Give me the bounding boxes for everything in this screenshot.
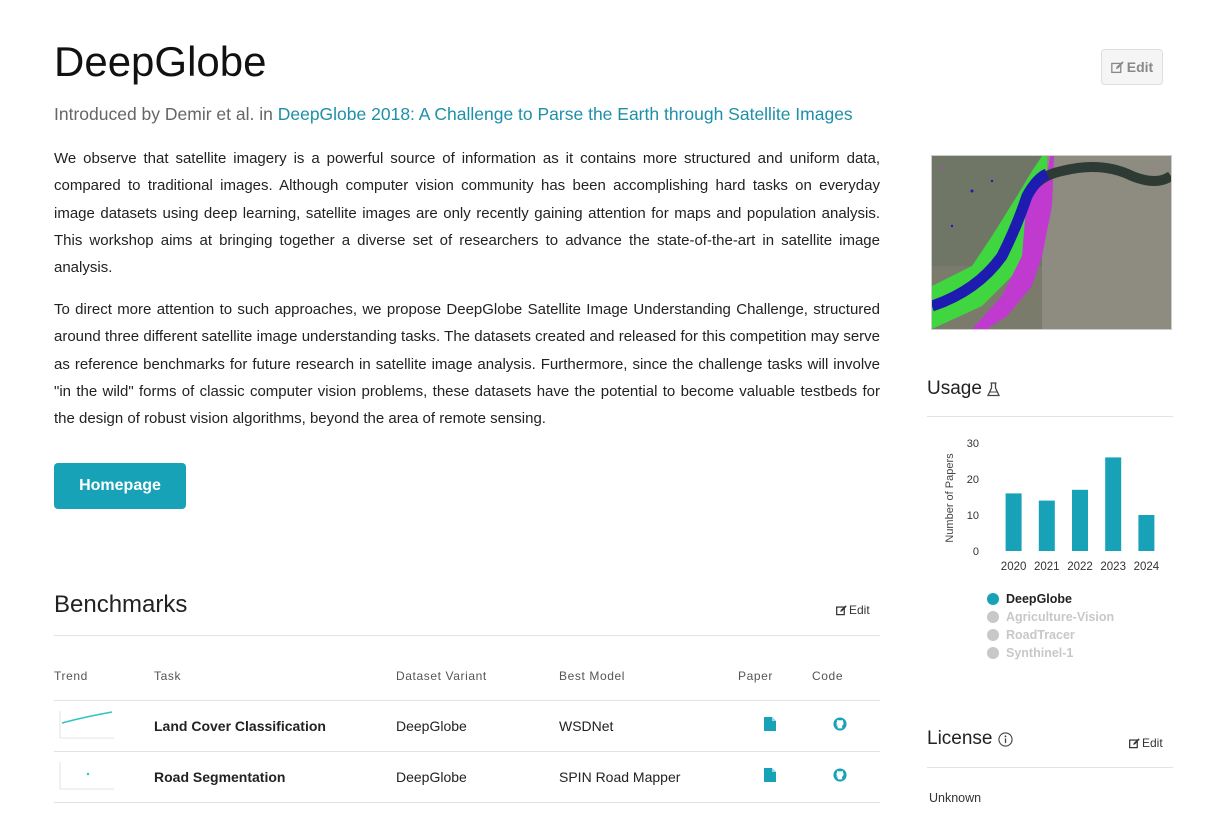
trend-sparkline[interactable]	[54, 760, 116, 794]
bar-2020[interactable]	[1006, 493, 1022, 551]
y-tick-label: 20	[966, 474, 979, 486]
x-tick-label: 2024	[1133, 561, 1160, 573]
edit-icon	[1111, 61, 1124, 74]
bar-2022[interactable]	[1072, 490, 1088, 551]
paper-link[interactable]: DeepGlobe 2018: A Challenge to Parse the Earth through Satellite Images	[277, 104, 853, 124]
homepage-button[interactable]: Homepage	[54, 463, 186, 509]
benchmarks-title: Benchmarks	[54, 591, 188, 618]
x-tick-label: 2022	[1067, 561, 1093, 573]
divider	[54, 802, 880, 803]
bar-2023[interactable]	[1105, 457, 1121, 551]
dataset-cell: DeepGlobe	[396, 718, 467, 734]
divider	[927, 767, 1173, 768]
model-cell[interactable]: WSDNet	[559, 718, 614, 734]
legend-item-agriculture-vision[interactable]	[987, 608, 1114, 626]
task-cell[interactable]: Road Segmentation	[154, 769, 286, 785]
flask-icon[interactable]	[987, 382, 1000, 397]
x-tick-label: 2021	[1034, 561, 1060, 573]
benchmarks-edit-label: Edit	[849, 603, 870, 617]
bar-2024[interactable]	[1138, 515, 1154, 551]
column-header-trend: Trend	[54, 669, 88, 683]
y-tick-label: 0	[972, 546, 979, 558]
usage-heading	[927, 378, 1000, 400]
legend-item-synthinel-1[interactable]	[987, 644, 1114, 662]
legend-dot	[987, 629, 999, 641]
legend-dot	[987, 647, 999, 659]
divider	[927, 416, 1173, 417]
usage-bar-chart	[927, 430, 1173, 580]
legend-label: RoadTracer	[1006, 628, 1075, 642]
paper-icon[interactable]	[764, 768, 776, 782]
model-cell[interactable]: SPIN Road Mapper	[559, 769, 681, 785]
column-header-best-model: Best Model	[559, 669, 626, 683]
trend-sparkline[interactable]	[54, 709, 116, 743]
usage-legend	[987, 590, 1114, 662]
legend-dot	[987, 593, 999, 605]
benchmarks-edit-button[interactable]	[836, 603, 870, 617]
task-cell[interactable]: Land Cover Classification	[154, 718, 326, 734]
edit-button[interactable]	[1101, 49, 1163, 85]
legend-dot	[987, 611, 999, 623]
legend-item-deepglobe[interactable]	[987, 590, 1114, 608]
divider	[54, 700, 880, 701]
edit-button-label: Edit	[1126, 59, 1154, 75]
license-heading	[927, 728, 1013, 750]
x-tick-label: 2023	[1100, 561, 1126, 573]
description-paragraph-1: We observe that satellite imagery is a powerful source of information as it contains more structured and uniform data, compared to traditional images. Although computer vision community has been accomplishing hard tasks on everyday image datasets using deep learning, satellite images are only recently gaining attention for maps and population analysis. This workshop aims at bringing together a diverse set of researchers to advance the state-of-the-art in satellite image analysis.	[54, 150, 880, 277]
description-paragraph-2: To direct more attention to such approaches, we propose DeepGlobe Satellite Image Understanding Challenge, structured around three different satellite image understanding tasks. The datasets created and released for this competition may serve as reference benchmarks for future research in satellite image analysis. Furthermore, since the challenge tasks will involve "in the wild" forms of classic computer vision problems, these datasets have the potential to become valuable testbeds for the design of robust vision algorithms, beyond the area of remote sensing.	[54, 301, 880, 428]
y-tick-label: 10	[966, 510, 979, 522]
license-edit-label: Edit	[1142, 736, 1163, 750]
y-tick-label: 30	[966, 438, 979, 450]
page-title: DeepGlobe	[54, 38, 267, 85]
license-title: License	[927, 728, 993, 749]
column-header-dataset-variant: Dataset Variant	[396, 669, 487, 683]
divider	[54, 751, 880, 752]
dataset-cell: DeepGlobe	[396, 769, 467, 785]
intro-line	[54, 104, 853, 125]
usage-title: Usage	[927, 378, 982, 399]
info-icon[interactable]	[998, 732, 1013, 747]
legend-label: Agriculture-Vision	[1006, 610, 1115, 624]
y-axis-label: Number of Papers	[944, 453, 956, 543]
legend-label: DeepGlobe	[1006, 592, 1072, 606]
license-value: Unknown	[929, 791, 982, 805]
license-edit-button[interactable]	[1129, 736, 1163, 750]
x-tick-label: 2020	[1000, 561, 1027, 573]
dataset-sample-image	[931, 155, 1172, 330]
github-icon[interactable]	[833, 768, 847, 782]
paper-icon[interactable]	[764, 717, 776, 731]
column-header-task: Task	[154, 669, 182, 683]
edit-icon	[836, 605, 847, 616]
legend-item-roadtracer[interactable]	[987, 626, 1114, 644]
github-icon[interactable]	[833, 717, 847, 731]
edit-icon	[1129, 738, 1140, 749]
bar-2021[interactable]	[1039, 501, 1055, 551]
divider	[54, 635, 880, 636]
column-header-paper: Paper	[738, 669, 774, 683]
intro-prefix: Introduced by Demir et al. in	[54, 104, 278, 124]
legend-label: Synthinel-1	[1006, 646, 1074, 660]
column-header-code: Code	[812, 669, 844, 683]
